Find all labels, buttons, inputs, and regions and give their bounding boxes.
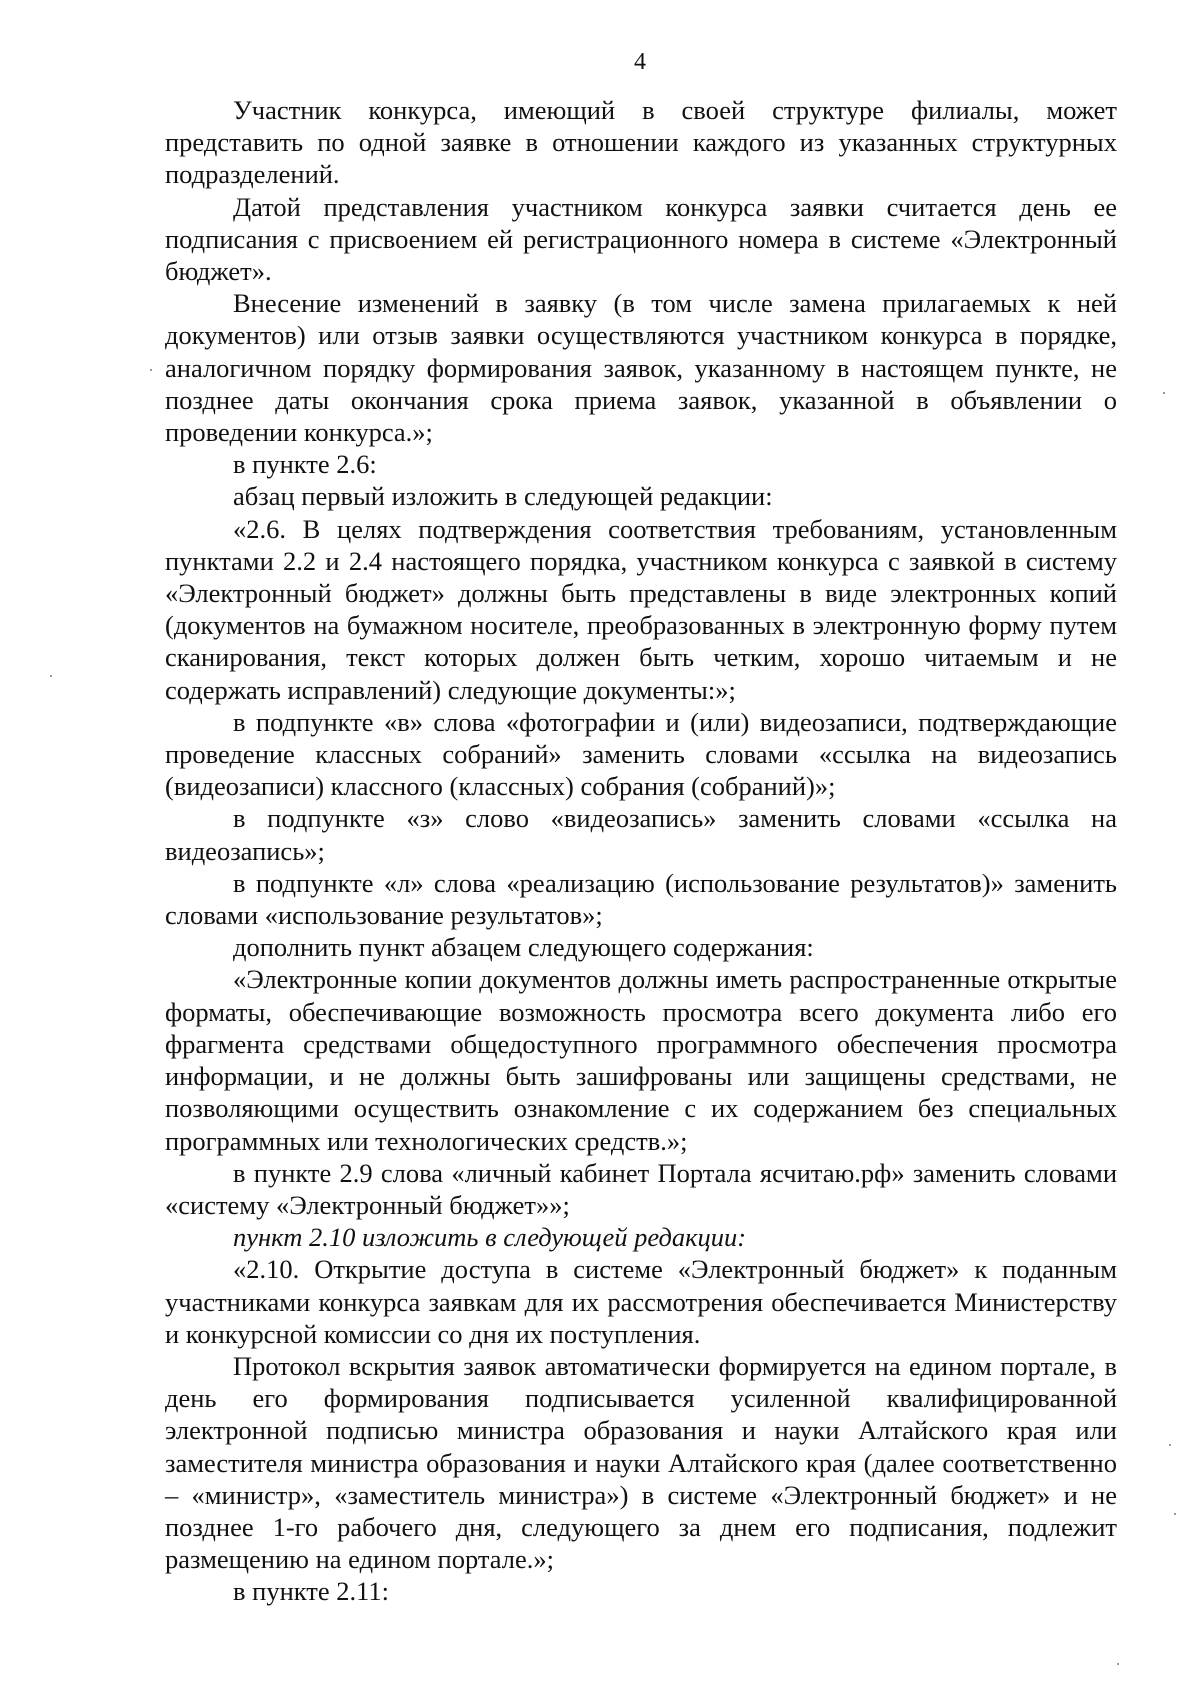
scan-speck [1163,392,1165,394]
scan-speck [150,369,152,371]
paragraph-subclause-z: в подпункте «з» слово «видеозапись» заменить словами «ссылка на видеозапись»; [165,803,1117,866]
paragraph-subclause-v: в подпункте «в» слова «фотографии и (или) видеозаписи, подтверждающие проведение классных собраний» заменить словами «ссылка на видеозапись (видеозаписи) классного (классных) собрания (собраний)»; [165,706,1117,802]
paragraph-opening-protocol: Протокол вскрытия заявок автоматически формируется на едином портале, в день его формирования подписывается усиленной квалифицированной электронной подписью министра образования и науки Алтайского края или заместителя министра образования и науки Алтайского края (далее соответственно – «министр», «заместитель министра») в системе «Электронный бюджет» и не позднее 1-го рабочего дня, следующего за днем его подписания, подлежит размещению на едином портале.»; [165,1350,1117,1575]
page-number: 4 [634,49,646,75]
paragraph-application-changes: Внесение изменений в заявку (в том числе замена прилагаемых к ней документов) или отзыв заявки осуществляются участником конкурса в порядке, аналогичном порядку формирования заявок, указанному в настоящем пункте, не позднее даты окончания срока приема заявок, указанной в объявлении о проведении конкурса.»; [165,288,1117,448]
paragraph-add-abzac-instruction: дополнить пункт абзацем следующего содержания: [233,932,814,963]
paragraph-clause-2-11-heading: в пункте 2.11: [233,1576,389,1607]
paragraph-branches: Участник конкурса, имеющий в своей структуре филиалы, может представить по одной заявке в отношении каждого из указанных структурных подразделений. [165,95,1117,190]
paragraph-clause-2-9: в пункте 2.9 слова «личный кабинет Портала ясчитаю.рф» заменить словами «систему «Электронный бюджет»»; [165,1157,1117,1220]
scan-speck [50,675,52,677]
document-body [165,94,1117,1608]
paragraph-subclause-l: в подпункте «л» слова «реализацию (использование результатов)» заменить словами «использование результатов»; [165,867,1117,931]
paragraph-first-abzac-instruction: абзац первый изложить в следующей редакции: [233,481,773,512]
paragraph-electronic-copies: «Электронные копии документов должны иметь распространенные открытые форматы, обеспечивающие возможность просмотра всего документа либо его фрагмента средствами общедоступного программного обеспечения просмотра информации, и не должны быть зашифрованы или защищены средствами, не позволяющими осуществить ознакомление с их содержанием без специальных программных или технологических средств.»; [165,964,1117,1156]
paragraph-clause-2-6-text: «2.6. В целях подтверждения соответствия требованиям, установленным пунктами 2.2 и 2.4 настоящего порядка, участником конкурса с заявкой в систему «Электронный бюджет» должны быть представлены в виде электронных копий (документов на бумажном носителе, преобразованных в электронную форму путем сканирования, текст которых должен быть четким, хорошо читаемым и не содержать исправлений) следующие документы:»; [165,513,1117,705]
paragraph-submission-date: Датой представления участником конкурса заявки считается день ее подписания с присвоением ей регистрационного номера в системе «Электронный бюджет». [165,191,1117,287]
paragraph-clause-2-10-instruction: пункт 2.10 изложить в следующей редакции: [233,1222,747,1253]
scan-speck [1117,1663,1119,1665]
paragraph-clause-2-6-heading: в пункте 2.6: [233,449,377,480]
scan-speck [1169,1444,1171,1446]
scan-speck [1174,1513,1176,1515]
paragraph-clause-2-10-text: «2.10. Открытие доступа в системе «Электронный бюджет» к поданным участниками конкурса заявкам для их рассмотрения обеспечивается Министерству и конкурсной комиссии со дня их поступления. [165,1254,1117,1349]
